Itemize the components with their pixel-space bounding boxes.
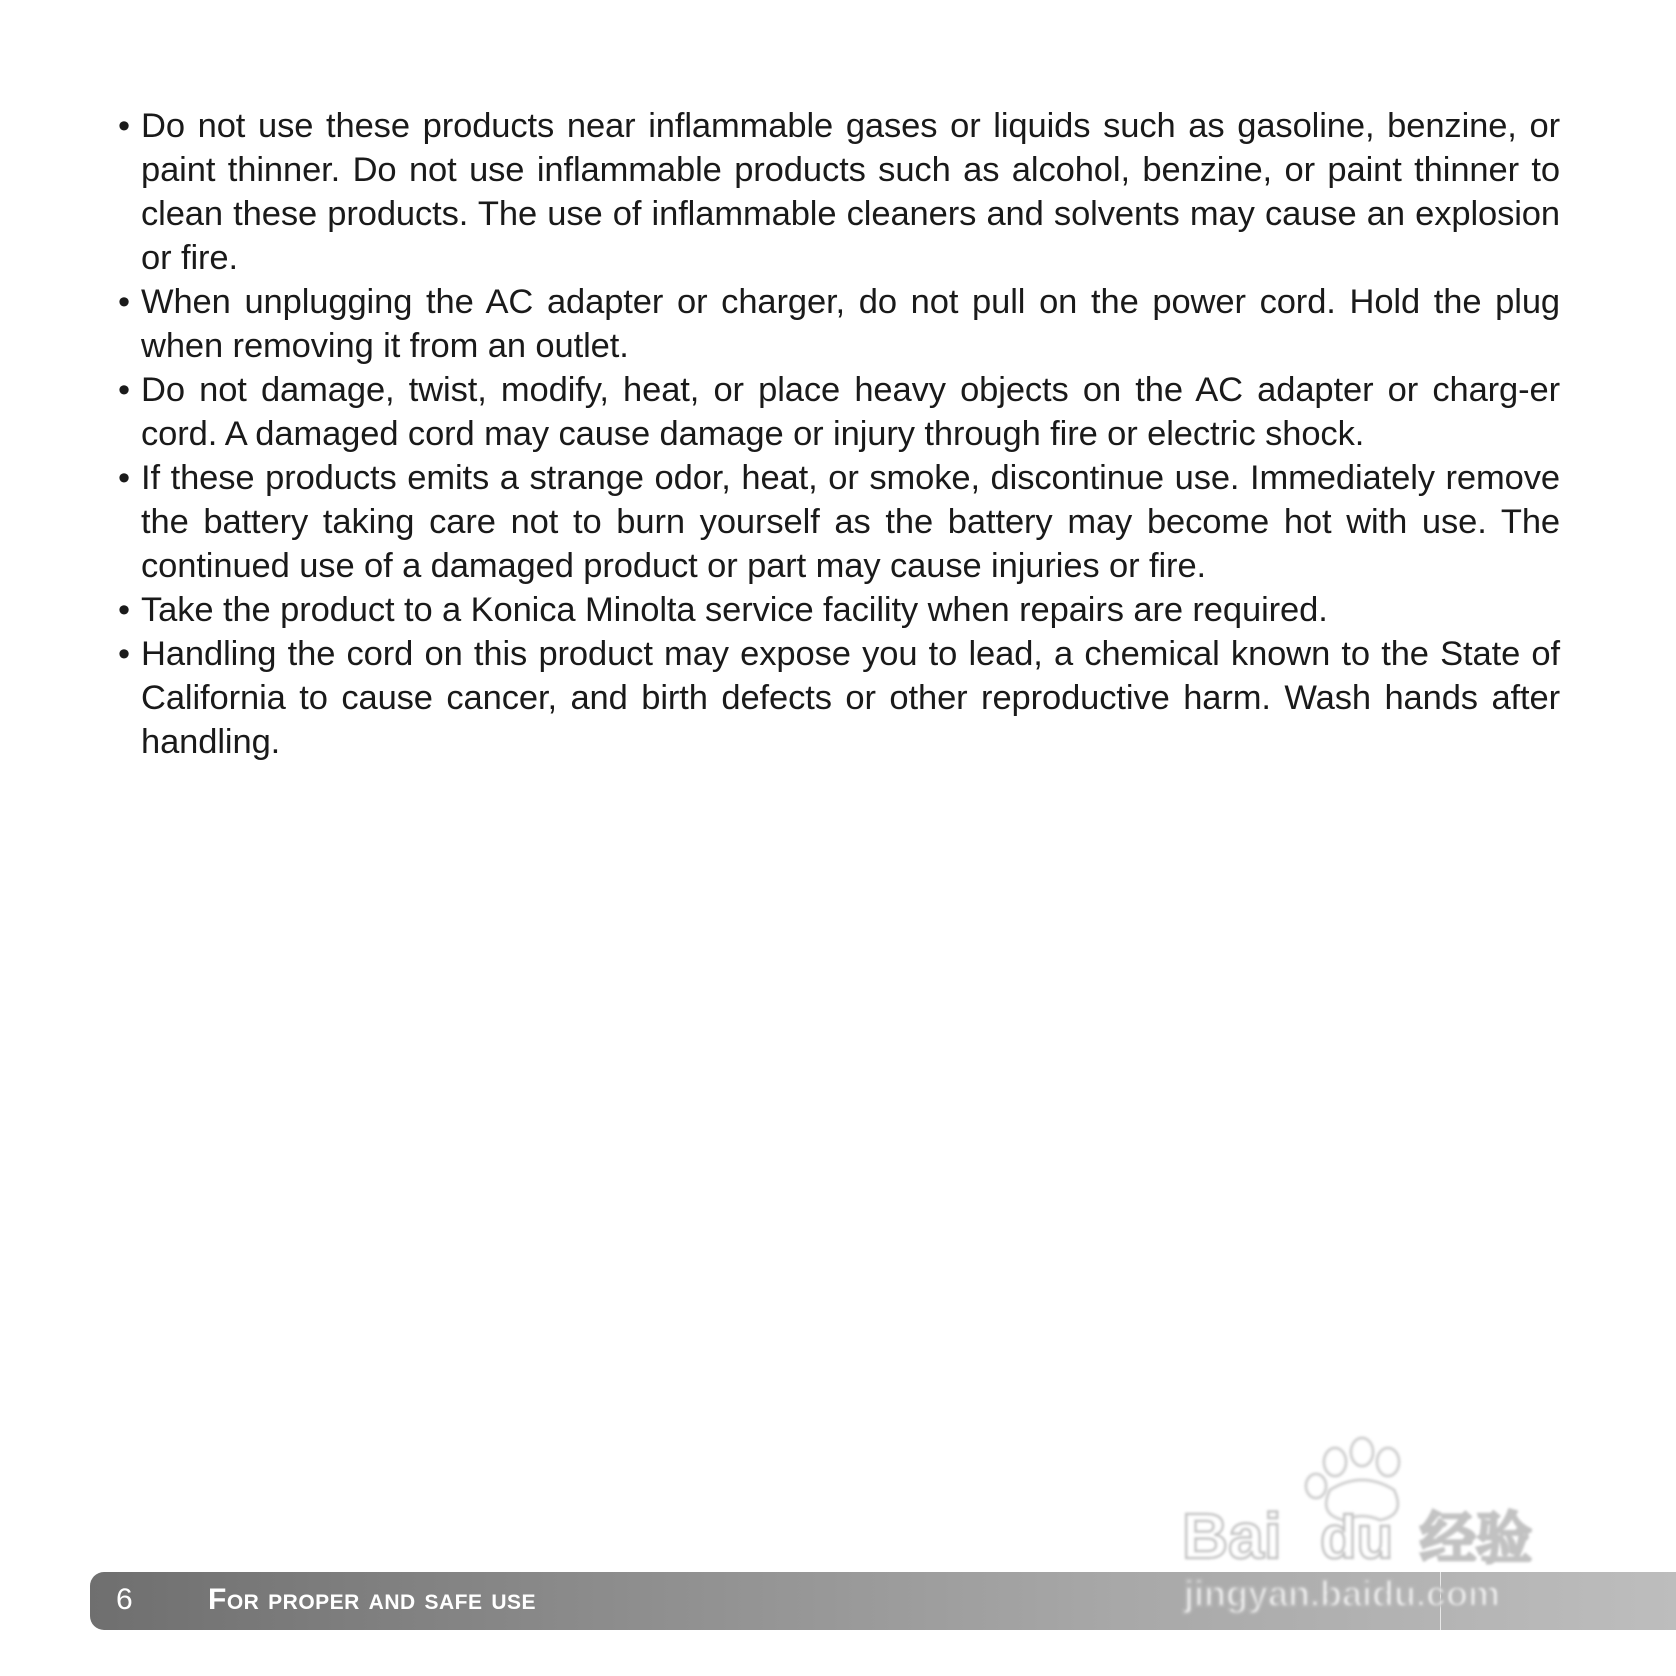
safety-bullet-list [118, 104, 1560, 764]
watermark-url: jingyan.baidu.com [1184, 1573, 1501, 1614]
bullet-icon: • [118, 591, 130, 629]
bullet-text: If these products emits a strange odor, heat, or smoke, discontinue use. Immediately remove the battery taking care not to burn yourself as the battery may become hot with use. The continued use of a damaged product or part may cause injuries or fire. [141, 459, 1560, 585]
bullet-icon: • [118, 107, 130, 145]
bullet-icon: • [118, 371, 130, 409]
bullet-text: Take the product to a Konica Minolta service facility when repairs are required. [141, 591, 1328, 629]
list-item [118, 632, 1560, 764]
page-number: 6 [116, 1583, 133, 1616]
bullet-text: When unplugging the AC adapter or charger, do not pull on the power cord. Hold the plug when removing it from an outlet. [141, 283, 1560, 365]
bullet-text: Do not use these products near inflammable gases or liquids such as gasoline, benzine, or paint thinner. Do not use inflammable products such as alcohol, benzine, or paint thinner to clean these products. The use of inflammable cleaners and solvents may cause an explosion or fire. [141, 107, 1560, 277]
bullet-text: Handling the cord on this product may expose you to lead, a chemical known to the State of California to cause cancer, and birth defects or other reproductive harm. Wash hands after handling. [141, 635, 1560, 761]
section-title: For proper and safe use [208, 1583, 537, 1616]
list-item [118, 104, 1560, 280]
list-item [118, 588, 1560, 632]
list-item [118, 280, 1560, 368]
document-body [118, 104, 1560, 764]
watermark-brand: Bai [1182, 1500, 1282, 1572]
watermark-brand-cn: 经验 [1420, 1507, 1532, 1570]
list-item [118, 456, 1560, 588]
bullet-icon: • [118, 635, 130, 673]
baidu-watermark-logo [1180, 1420, 1580, 1620]
bullet-icon: • [118, 459, 130, 497]
list-item [118, 368, 1560, 456]
bullet-icon: • [118, 283, 130, 321]
bullet-text: Do not damage, twist, modify, heat, or place heavy objects on the AC adapter or charg-er cord. A damaged cord may cause damage or injury through fire or electric shock. [141, 371, 1560, 453]
watermark-brand-du: du [1320, 1504, 1394, 1571]
